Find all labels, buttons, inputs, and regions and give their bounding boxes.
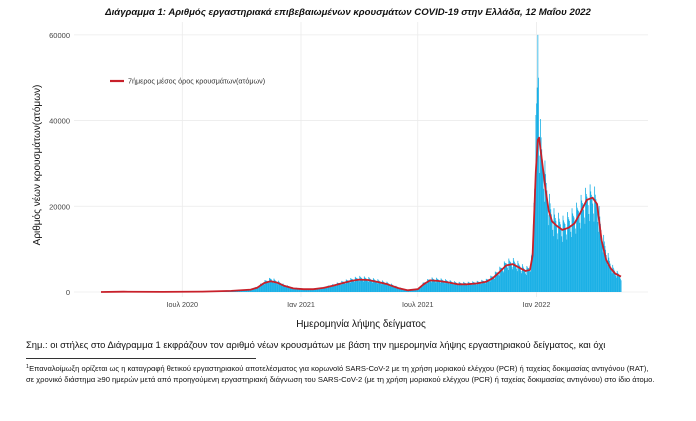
x-axis (167, 300, 551, 309)
x-tick-label: Ιαν 2022 (522, 300, 551, 309)
y-tick-label: 40000 (49, 116, 70, 126)
y-axis (49, 31, 70, 297)
footnote-text: Επαναλοίμωξη ορίζεται ως η καταγραφή θετικού εργαστηριακού αποτελέσματος για κορωνοϊό SARS-CoV-2 με τη χρήση μοριακού ελέγχου (PCR) ή ταχείας δοκιμασίας αντιγόνου (RAT), σε χρονικό διάστημα ≥90 ημερών μετά από προηγούμενη εργαστηριακή διάγνωση του SARS-CoV-2 (με τη χρήση μοριακού ελέγχου (PCR) ή ταχείας δοκιμασίας αντιγόνου) στο ίδιο άτομο. (26, 364, 655, 385)
case-bar (621, 280, 622, 292)
y-tick-label: 0 (65, 288, 70, 297)
footnote (26, 362, 656, 386)
y-axis-label: Αριθμός νέων κρουσμάτων(ατόμων) (32, 84, 43, 246)
legend-label: 7ήμερος μέσος όρος κρουσμάτων(ατόμων) (128, 76, 266, 86)
chart-note: Σημ.: οι στήλες στο Διάγραμμα 1 εκφράζουν τον αριθμό νέων κρουσμάτων με βάση την ημερομηνία λήψης εργαστηριακού δείγματος, και όχι (26, 339, 606, 350)
y-tick-label: 20000 (49, 202, 70, 212)
x-tick-label: Ιουλ 2021 (402, 300, 434, 309)
footnote-divider (26, 358, 256, 359)
x-axis-label: Ημερομηνία λήψης δείγματος (296, 319, 426, 330)
x-tick-label: Ιουλ 2020 (166, 300, 199, 309)
footnote-marker: 1 (26, 364, 30, 370)
y-tick-label: 60000 (49, 30, 70, 40)
chart-title: Διάγραμμα 1: Αριθμός εργαστηριακά επιβεβαιωμένων κρουσμάτων COVID-19 στην Ελλάδα, 12 Μαΐου 2022 (105, 7, 591, 18)
x-tick-label: Ιαν 2021 (287, 300, 315, 309)
legend (110, 77, 265, 86)
